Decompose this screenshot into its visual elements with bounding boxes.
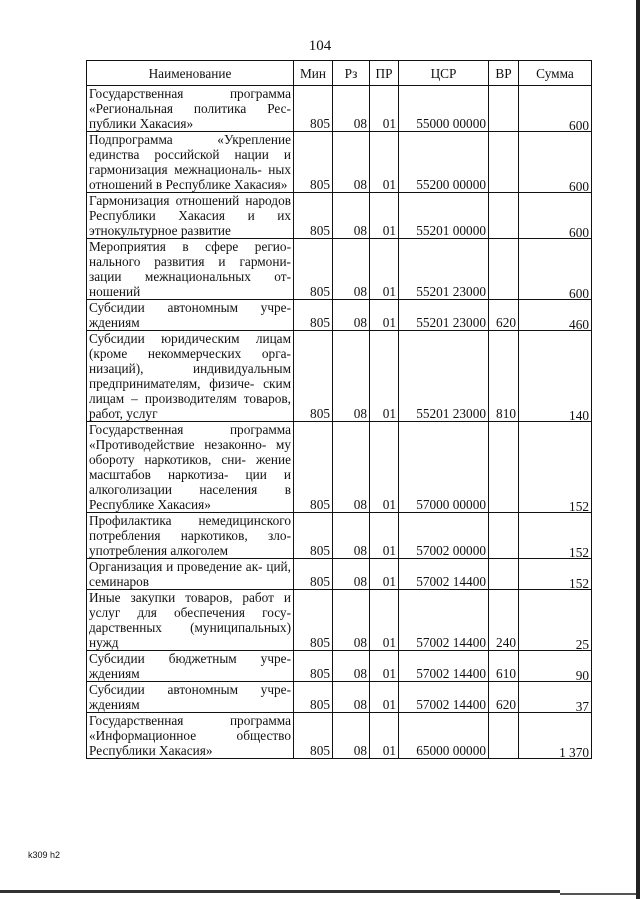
col-header-pr: ПР bbox=[370, 61, 399, 86]
row-sum-cell bbox=[519, 682, 592, 713]
row-min-cell: 805 bbox=[294, 132, 333, 193]
col-header-name: Наименование bbox=[87, 61, 294, 86]
row-vr-cell bbox=[489, 513, 519, 559]
row-pr-cell: 01 bbox=[370, 331, 399, 422]
document-code: k309 h2 bbox=[28, 850, 61, 860]
row-min-cell: 805 bbox=[294, 300, 333, 331]
row-sum-value: 37 bbox=[575, 699, 589, 714]
table-row bbox=[87, 559, 592, 590]
row-vr-cell: 240 bbox=[489, 590, 519, 651]
row-rz-cell: 08 bbox=[333, 559, 370, 590]
row-csr-cell: 55201 23000 bbox=[399, 331, 489, 422]
row-csr-cell: 55201 23000 bbox=[399, 239, 489, 300]
row-sum-value: 152 bbox=[569, 576, 589, 591]
row-min-cell: 805 bbox=[294, 682, 333, 713]
table-row bbox=[87, 86, 592, 132]
row-sum-cell bbox=[519, 193, 592, 239]
page-number: 104 bbox=[308, 38, 332, 54]
col-header-rz: Рз bbox=[333, 61, 370, 86]
row-csr-cell: 55201 00000 bbox=[399, 193, 489, 239]
row-vr-cell bbox=[489, 422, 519, 513]
row-vr-cell bbox=[489, 559, 519, 590]
row-sum-value: 140 bbox=[569, 408, 589, 423]
row-sum-value: 90 bbox=[575, 668, 589, 683]
row-name-cell: Гармонизация отношений народов Республики Хакасия и их этнокультурное развитие bbox=[87, 193, 294, 239]
col-header-vr: ВР bbox=[489, 61, 519, 86]
row-csr-cell: 55201 23000 bbox=[399, 300, 489, 331]
row-min-cell: 805 bbox=[294, 239, 333, 300]
row-csr-cell: 57002 00000 bbox=[399, 513, 489, 559]
table-row bbox=[87, 682, 592, 713]
row-rz-cell: 08 bbox=[333, 682, 370, 713]
row-min-cell: 805 bbox=[294, 422, 333, 513]
row-sum-cell bbox=[519, 513, 592, 559]
row-name-cell: Подпрограмма «Укрепление единства российской нации и гармонизация межнациональ- ных отношений в Республике Хакасия» bbox=[87, 132, 294, 193]
row-pr-cell: 01 bbox=[370, 651, 399, 682]
row-sum-cell bbox=[519, 559, 592, 590]
row-name-cell: Субсидии автономным учре- ждениям bbox=[87, 682, 294, 713]
row-min-cell: 805 bbox=[294, 193, 333, 239]
row-vr-cell bbox=[489, 132, 519, 193]
row-min-cell: 805 bbox=[294, 513, 333, 559]
row-csr-cell: 55000 00000 bbox=[399, 86, 489, 132]
col-header-min: Мин bbox=[294, 61, 333, 86]
row-pr-cell: 01 bbox=[370, 713, 399, 759]
row-vr-cell: 810 bbox=[489, 331, 519, 422]
row-pr-cell: 01 bbox=[370, 590, 399, 651]
row-csr-cell: 57002 14400 bbox=[399, 590, 489, 651]
row-pr-cell: 01 bbox=[370, 513, 399, 559]
row-sum-cell bbox=[519, 651, 592, 682]
row-pr-cell: 01 bbox=[370, 132, 399, 193]
scan-edge-bottom-right bbox=[560, 893, 636, 895]
row-rz-cell: 08 bbox=[333, 422, 370, 513]
row-name-cell: Субсидии юридическим лицам (кроме некоммерческих орга- низаций), индивидуальным предпринимателям, физиче- ским лицам – производителям товаров, работ, услуг bbox=[87, 331, 294, 422]
row-sum-value: 25 bbox=[575, 637, 589, 652]
row-name-cell: Иные закупки товаров, работ и услуг для обеспечения госу- дарственных (муниципальных) нужд bbox=[87, 590, 294, 651]
row-vr-cell: 620 bbox=[489, 300, 519, 331]
row-pr-cell: 01 bbox=[370, 559, 399, 590]
row-vr-cell bbox=[489, 193, 519, 239]
row-sum-cell bbox=[519, 239, 592, 300]
row-pr-cell: 01 bbox=[370, 300, 399, 331]
row-name-cell: Государственная программа «Региональная политика Рес- публики Хакасия» bbox=[87, 86, 294, 132]
row-sum-cell bbox=[519, 132, 592, 193]
row-name-cell: Мероприятия в сфере регио- нального развития и гармони- зации межнациональных от- ношений bbox=[87, 239, 294, 300]
row-sum-value: 600 bbox=[569, 118, 589, 133]
row-sum-value: 460 bbox=[569, 317, 589, 332]
row-min-cell: 805 bbox=[294, 559, 333, 590]
table-row bbox=[87, 422, 592, 513]
table-row bbox=[87, 331, 592, 422]
row-pr-cell: 01 bbox=[370, 239, 399, 300]
row-sum-value: 1 370 bbox=[559, 745, 589, 760]
row-csr-cell: 57000 00000 bbox=[399, 422, 489, 513]
row-sum-cell bbox=[519, 422, 592, 513]
row-rz-cell: 08 bbox=[333, 193, 370, 239]
row-rz-cell: 08 bbox=[333, 239, 370, 300]
row-sum-value: 152 bbox=[569, 545, 589, 560]
table-row bbox=[87, 590, 592, 651]
row-pr-cell: 01 bbox=[370, 682, 399, 713]
row-vr-cell: 620 bbox=[489, 682, 519, 713]
row-pr-cell: 01 bbox=[370, 193, 399, 239]
row-sum-value: 600 bbox=[569, 179, 589, 194]
row-name-cell: Субсидии бюджетным учре- ждениям bbox=[87, 651, 294, 682]
row-rz-cell: 08 bbox=[333, 300, 370, 331]
budget-table bbox=[86, 60, 592, 759]
row-min-cell: 805 bbox=[294, 331, 333, 422]
row-sum-cell bbox=[519, 590, 592, 651]
header-row bbox=[87, 61, 592, 86]
row-pr-cell: 01 bbox=[370, 86, 399, 132]
row-csr-cell: 57002 14400 bbox=[399, 651, 489, 682]
row-rz-cell: 08 bbox=[333, 590, 370, 651]
row-csr-cell: 57002 14400 bbox=[399, 559, 489, 590]
row-name-cell: Субсидии автономным учре- ждениям bbox=[87, 300, 294, 331]
row-min-cell: 805 bbox=[294, 651, 333, 682]
table-row bbox=[87, 651, 592, 682]
row-vr-cell bbox=[489, 713, 519, 759]
table-row bbox=[87, 513, 592, 559]
col-header-csr: ЦСР bbox=[399, 61, 489, 86]
row-csr-cell: 55200 00000 bbox=[399, 132, 489, 193]
row-name-cell: Организация и проведение ак- ций, семинаров bbox=[87, 559, 294, 590]
row-sum-value: 600 bbox=[569, 286, 589, 301]
table-row bbox=[87, 132, 592, 193]
row-rz-cell: 08 bbox=[333, 713, 370, 759]
row-rz-cell: 08 bbox=[333, 651, 370, 682]
row-rz-cell: 08 bbox=[333, 513, 370, 559]
row-rz-cell: 08 bbox=[333, 86, 370, 132]
row-vr-cell bbox=[489, 86, 519, 132]
table-row bbox=[87, 713, 592, 759]
row-name-cell: Государственная программа «Информационное общество Республики Хакасия» bbox=[87, 713, 294, 759]
table-row bbox=[87, 193, 592, 239]
row-sum-cell bbox=[519, 713, 592, 759]
row-min-cell: 805 bbox=[294, 713, 333, 759]
row-vr-cell: 610 bbox=[489, 651, 519, 682]
row-vr-cell bbox=[489, 239, 519, 300]
scan-edge-bottom bbox=[0, 890, 560, 893]
row-csr-cell: 65000 00000 bbox=[399, 713, 489, 759]
row-min-cell: 805 bbox=[294, 86, 333, 132]
row-name-cell: Государственная программа «Противодействие незаконно- му обороту наркотиков, сни- жение масштабов наркотиза- ции и алкоголизации населения в Республике Хакасия» bbox=[87, 422, 294, 513]
row-sum-value: 152 bbox=[569, 499, 589, 514]
row-rz-cell: 08 bbox=[333, 331, 370, 422]
row-csr-cell: 57002 14400 bbox=[399, 682, 489, 713]
row-sum-value: 600 bbox=[569, 225, 589, 240]
row-sum-cell bbox=[519, 86, 592, 132]
row-sum-cell bbox=[519, 300, 592, 331]
row-rz-cell: 08 bbox=[333, 132, 370, 193]
table-row bbox=[87, 300, 592, 331]
col-header-sum: Сумма bbox=[519, 61, 592, 86]
row-min-cell: 805 bbox=[294, 590, 333, 651]
scan-edge-right bbox=[636, 0, 640, 899]
row-name-cell: Профилактика немедицинского потребления наркотиков, зло- употребления алкоголем bbox=[87, 513, 294, 559]
row-pr-cell: 01 bbox=[370, 422, 399, 513]
row-sum-cell bbox=[519, 331, 592, 422]
table-row bbox=[87, 239, 592, 300]
